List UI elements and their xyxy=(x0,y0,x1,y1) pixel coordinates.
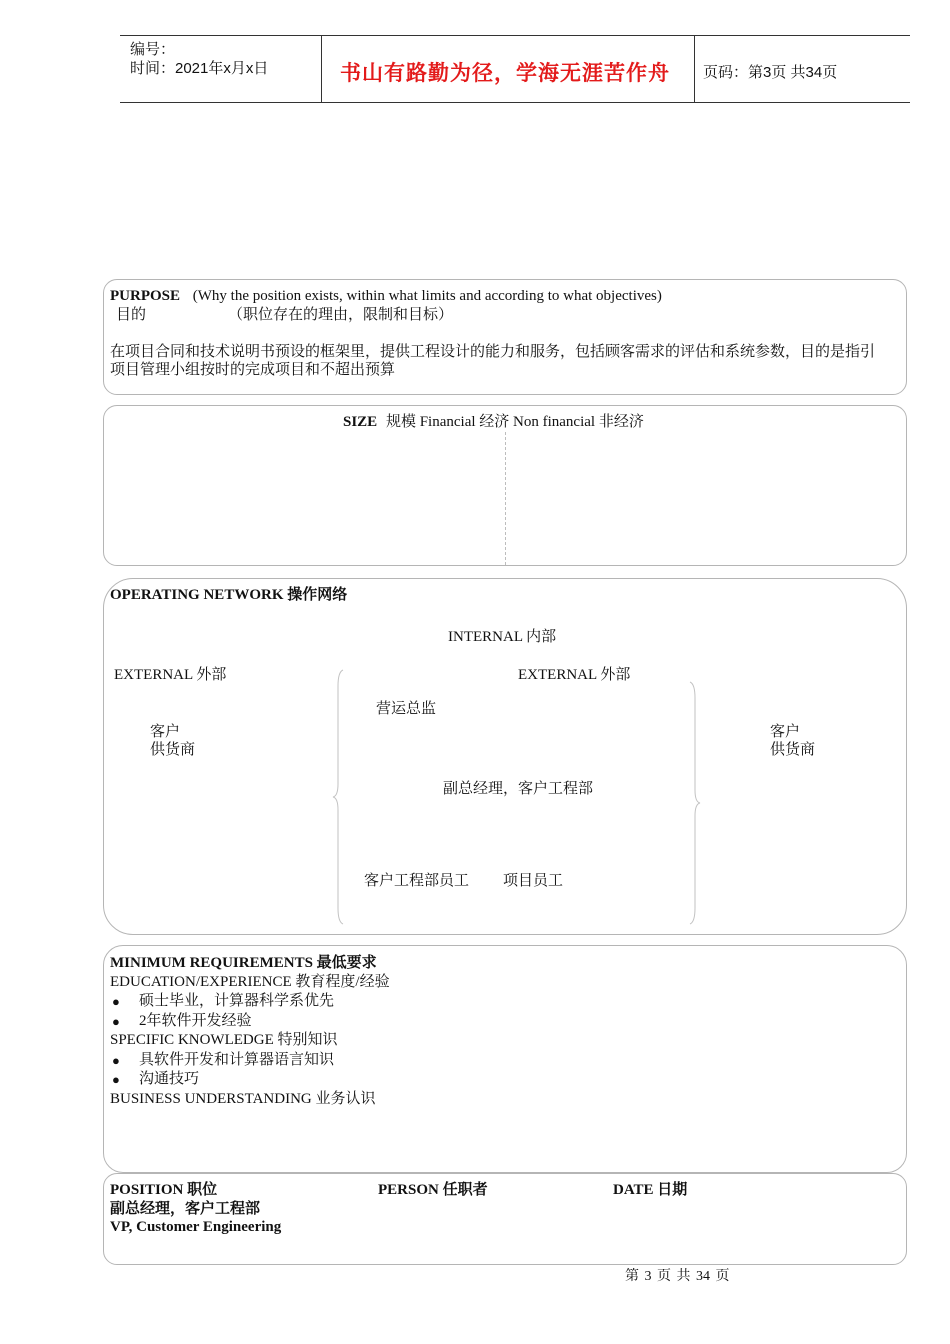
knowledge-item: 沟通技巧 xyxy=(139,1071,200,1087)
right-brace xyxy=(688,680,702,926)
education-label: EDUCATION/EXPERIENCE 教育程度/经验 xyxy=(110,974,390,990)
external-left-label: EXTERNAL 外部 xyxy=(114,667,227,683)
size-column-divider xyxy=(505,432,506,565)
purpose-cn-title: 目的 xyxy=(116,307,147,323)
header-motto: 书山有路勤为径，学海无涯苦作舟 xyxy=(340,61,670,85)
person-label: PERSON 任职者 xyxy=(378,1182,488,1198)
purpose-description-line-1: 在项目合同和技术说明书预设的框架里，提供工程设计的能力和服务，包括顾客需求的评估和系统参数，目的是指引 xyxy=(110,344,876,360)
business-label: BUSINESS UNDERSTANDING 业务认识 xyxy=(110,1091,376,1107)
size-heading xyxy=(343,413,644,432)
knowledge-label: SPECIFIC KNOWLEDGE 特别知识 xyxy=(110,1032,338,1048)
document-time-label: 时间：2021年x月x日 xyxy=(130,60,269,77)
network-engineering-staff: 客户工程部员工 xyxy=(364,873,470,889)
bullet-icon: ● xyxy=(112,1053,120,1068)
purpose-cn-note: （职位存在的理由，限制和目标） xyxy=(228,307,454,323)
external-left-supplier: 供货商 xyxy=(150,742,196,758)
network-director: 营运总监 xyxy=(376,701,437,717)
date-label: DATE 日期 xyxy=(613,1182,688,1198)
bullet-icon: ● xyxy=(112,1072,120,1087)
education-item: 2年软件开发经验 xyxy=(139,1013,252,1029)
position-label: POSITION 职位 xyxy=(110,1182,218,1198)
external-right-supplier: 供货商 xyxy=(770,742,816,758)
purpose-title: PURPOSE xyxy=(110,288,181,304)
footer-page-number: 第 3 页 共 34 页 xyxy=(625,1269,730,1284)
header-bottom-rule xyxy=(120,102,910,103)
requirements-title: MINIMUM REQUIREMENTS 最低要求 xyxy=(110,955,377,971)
education-item: 硕士毕业，计算器科学系优先 xyxy=(139,993,335,1009)
purpose-heading xyxy=(110,287,662,306)
network-vp: 副总经理，客户工程部 xyxy=(443,781,594,797)
knowledge-item: 具软件开发和计算器语言知识 xyxy=(139,1052,335,1068)
position-title-cn: 副总经理，客户工程部 xyxy=(110,1201,261,1217)
position-title-en: VP, Customer Engineering xyxy=(110,1219,282,1235)
network-project-staff: 项目员工 xyxy=(503,873,564,889)
document-number-label: 编号： xyxy=(130,41,176,58)
header-top-rule xyxy=(120,35,910,36)
header-divider xyxy=(321,35,322,102)
size-subtitle: 规模 Financial 经济 Non financial 非经济 xyxy=(385,414,644,430)
external-left-customer: 客户 xyxy=(150,724,181,740)
bullet-icon: ● xyxy=(112,1014,120,1029)
bullet-icon: ● xyxy=(112,994,120,1009)
external-right-customer: 客户 xyxy=(770,724,801,740)
left-brace xyxy=(331,668,345,926)
internal-label: INTERNAL 内部 xyxy=(448,629,557,645)
operating-network-title: OPERATING NETWORK 操作网络 xyxy=(110,587,348,603)
size-title: SIZE xyxy=(343,414,378,430)
header-divider xyxy=(694,35,695,102)
purpose-note: (Why the position exists, within what limits and according to what objectives) xyxy=(192,288,662,304)
header-page-number: 页码：第3页 共34页 xyxy=(703,64,838,81)
purpose-description-line-2: 项目管理小组按时的完成项目和不超出预算 xyxy=(110,362,396,378)
external-right-label: EXTERNAL 外部 xyxy=(518,667,631,683)
